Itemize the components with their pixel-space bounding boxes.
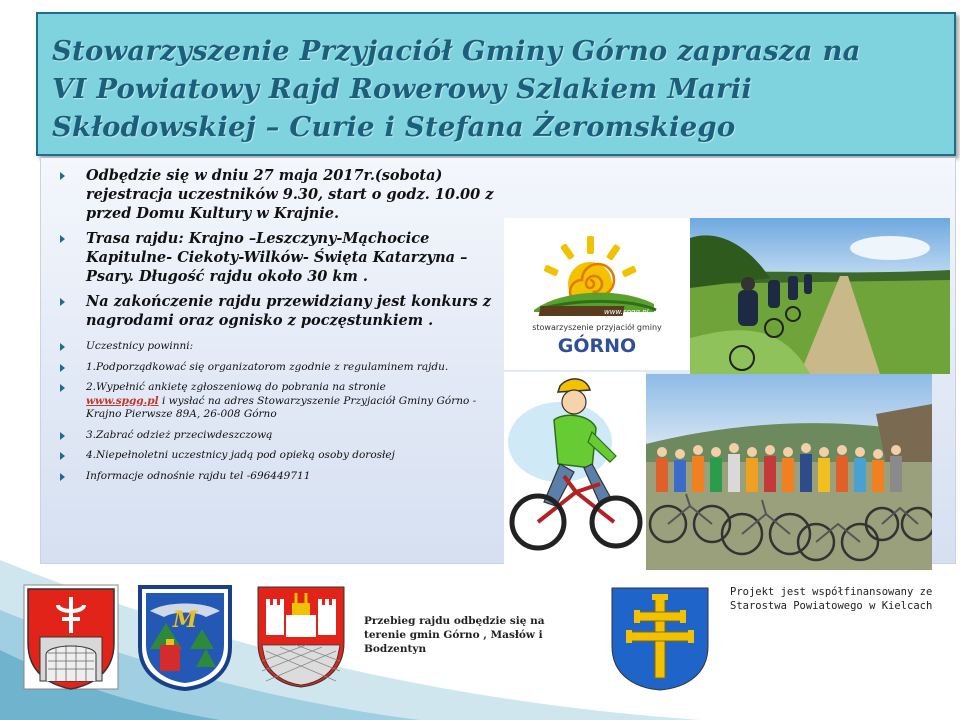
cyclists-path-photo: [690, 218, 950, 374]
funding-info: Projekt jest współfinansowany ze Starostwa Powiatowego w Kielcach: [730, 586, 933, 612]
crest-icon: [22, 583, 120, 691]
bullet-arrow-icon: [60, 473, 65, 481]
title-banner: [36, 12, 956, 156]
logo-url: www.spgg.pl: [604, 308, 649, 316]
group-with-bicycles-photo: [646, 374, 932, 570]
bullet-arrow-icon: [60, 432, 65, 440]
cartoon-cyclist-illustration: [504, 372, 646, 568]
bullet-arrow-icon: [60, 172, 65, 180]
list-item: Informacje odnośnie rajdu tel -696449711: [56, 470, 496, 484]
bullet-arrow-icon: [60, 384, 65, 392]
logo-org: stowarzyszenie przyjaciół gminy: [532, 323, 662, 332]
list-item: Trasa rajdu: Krajno –Leszczyny-Mąchocice Kapitulne- Ciekoty-Wilków- Święta Katarzyna –Psary. Długość rajdu około 30 km .: [56, 229, 496, 286]
crest-icon: [256, 585, 346, 689]
list-item: Uczestnicy powinni:: [56, 340, 496, 354]
title-line-1: Stowarzyszenie Przyjaciół Gminy Górno zaprasza na: [52, 35, 861, 67]
route-info: Przebieg rajdu odbędzie się na terenie gmin Górno , Masłów i Bodzentyn: [364, 615, 545, 655]
bullet-arrow-icon: [60, 452, 65, 460]
page-title: [52, 32, 940, 146]
bullet-arrow-icon: [60, 298, 65, 306]
info-list: [56, 166, 496, 490]
crest-icon: [608, 584, 712, 692]
list-item: Odbędzie się w dniu 27 maja 2017r.(sobota) rejestracja uczestników 9.30, start o godz. 10.00 z przed Domu Kultury w Krajnie.: [56, 166, 496, 223]
crest-icon: [136, 583, 234, 691]
website-link[interactable]: www.spgg.pl: [86, 394, 159, 407]
list-item: 2.Wypełnić ankietę zgłoszeniową do pobrania na stronie www.spgg.pl i wysłać na adres Stowarzyszenie Przyjaciół Gminy Górno - Krajno Pierwsze 89A, 26-008 Górno: [56, 381, 496, 422]
gorno-logo: [504, 218, 690, 370]
bullet-arrow-icon: [60, 343, 65, 351]
title-line-2: VI Powiatowy Rajd Rowerowy Szlakiem Marii: [52, 73, 752, 105]
svg-text:M: M: [172, 607, 198, 633]
bullet-arrow-icon: [60, 235, 65, 243]
sun-logo-icon: [504, 218, 690, 370]
title-line-3: Skłodowskiej – Curie i Stefana Żeromskiego: [52, 111, 736, 143]
logo-name: GÓRNO: [557, 335, 637, 357]
list-item: 3.Zabrać odzież przeciwdeszczową: [56, 429, 496, 443]
list-item: Na zakończenie rajdu przewidziany jest konkurs z nagrodami oraz ognisko z poczęstunkiem .: [56, 292, 496, 330]
bullet-arrow-icon: [60, 364, 65, 372]
list-item: 4.Niepełnoletni uczestnicy jadą pod opieką osoby dorosłej: [56, 449, 496, 463]
list-item: 1.Podporządkować się organizatorom zgodnie z regulaminem rajdu.: [56, 361, 496, 375]
